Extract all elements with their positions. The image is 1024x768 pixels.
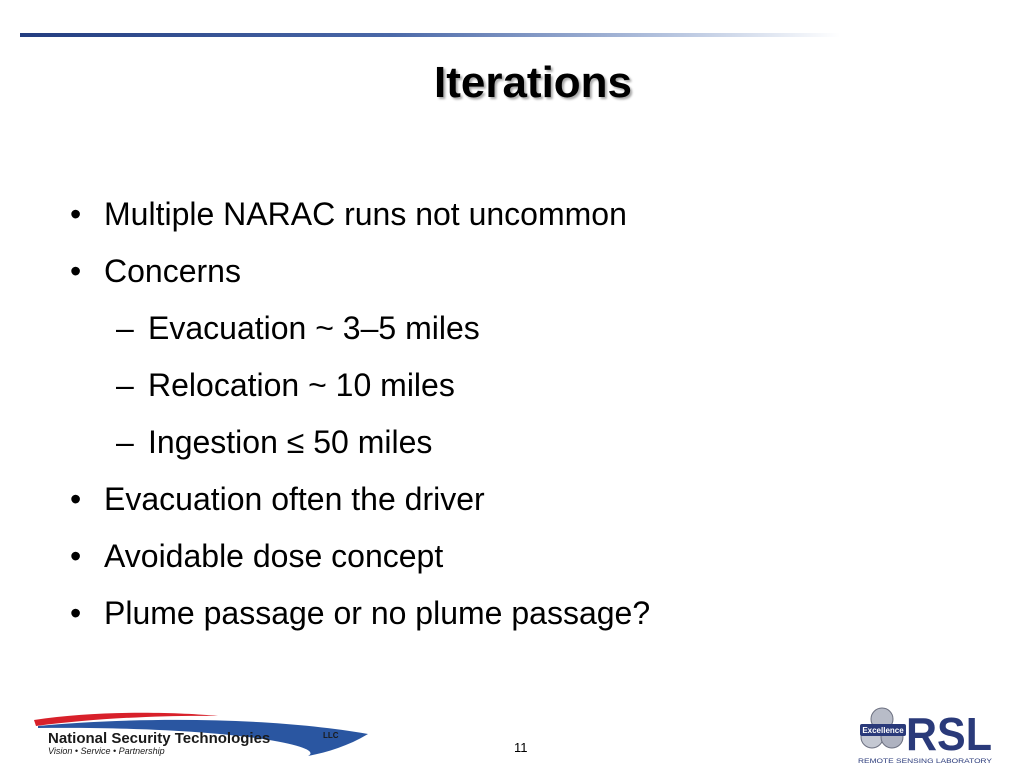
bullet-item (0, 186, 1000, 243)
bullet-marker: • (70, 538, 82, 574)
page-number: 11 (514, 740, 528, 755)
sub-bullet-marker: – (116, 367, 134, 403)
bullet-marker: • (70, 595, 82, 631)
bullet-item (0, 243, 1000, 300)
nstec-company-suffix: LLC (323, 731, 339, 740)
bullet-text: Avoidable dose concept (104, 538, 444, 574)
bullet-item (0, 471, 1000, 528)
bullet-item (0, 585, 1000, 642)
nstec-logo (28, 712, 373, 760)
bullet-marker: • (70, 253, 82, 289)
sub-bullet-marker: – (116, 310, 134, 346)
sub-bullet-item (0, 414, 1000, 471)
rsl-subtitle: REMOTE SENSING LABORATORY (858, 759, 992, 765)
bullet-item (0, 528, 1000, 585)
rsl-badge-text: Excellence (862, 726, 904, 735)
bullet-list (0, 186, 1000, 642)
bullet-marker: • (70, 481, 82, 517)
bullet-marker: • (70, 196, 82, 232)
nstec-tagline: Vision • Service • Partnership (48, 746, 165, 756)
rsl-emblem-icon (860, 708, 906, 748)
sub-bullet-text: Ingestion ≤ 50 miles (148, 424, 433, 460)
sub-bullet-text: Relocation ~ 10 miles (148, 367, 455, 403)
bullet-text: Evacuation often the driver (104, 481, 485, 517)
bullet-text: Concerns (104, 253, 241, 289)
sub-bullet-item (0, 357, 1000, 414)
slide-title: Iterations (433, 58, 633, 107)
rsl-logo (856, 703, 996, 765)
sub-bullet-text: Evacuation ~ 3–5 miles (148, 310, 480, 346)
nstec-company-name: National Security Technologies (48, 730, 271, 747)
bullet-text: Multiple NARAC runs not uncommon (104, 196, 627, 232)
top-rule-divider (20, 33, 840, 37)
sub-bullet-item (0, 300, 1000, 357)
sub-bullet-marker: – (116, 424, 134, 460)
rsl-mark: RSL (906, 708, 992, 760)
bullet-text: Plume passage or no plume passage? (104, 595, 651, 631)
